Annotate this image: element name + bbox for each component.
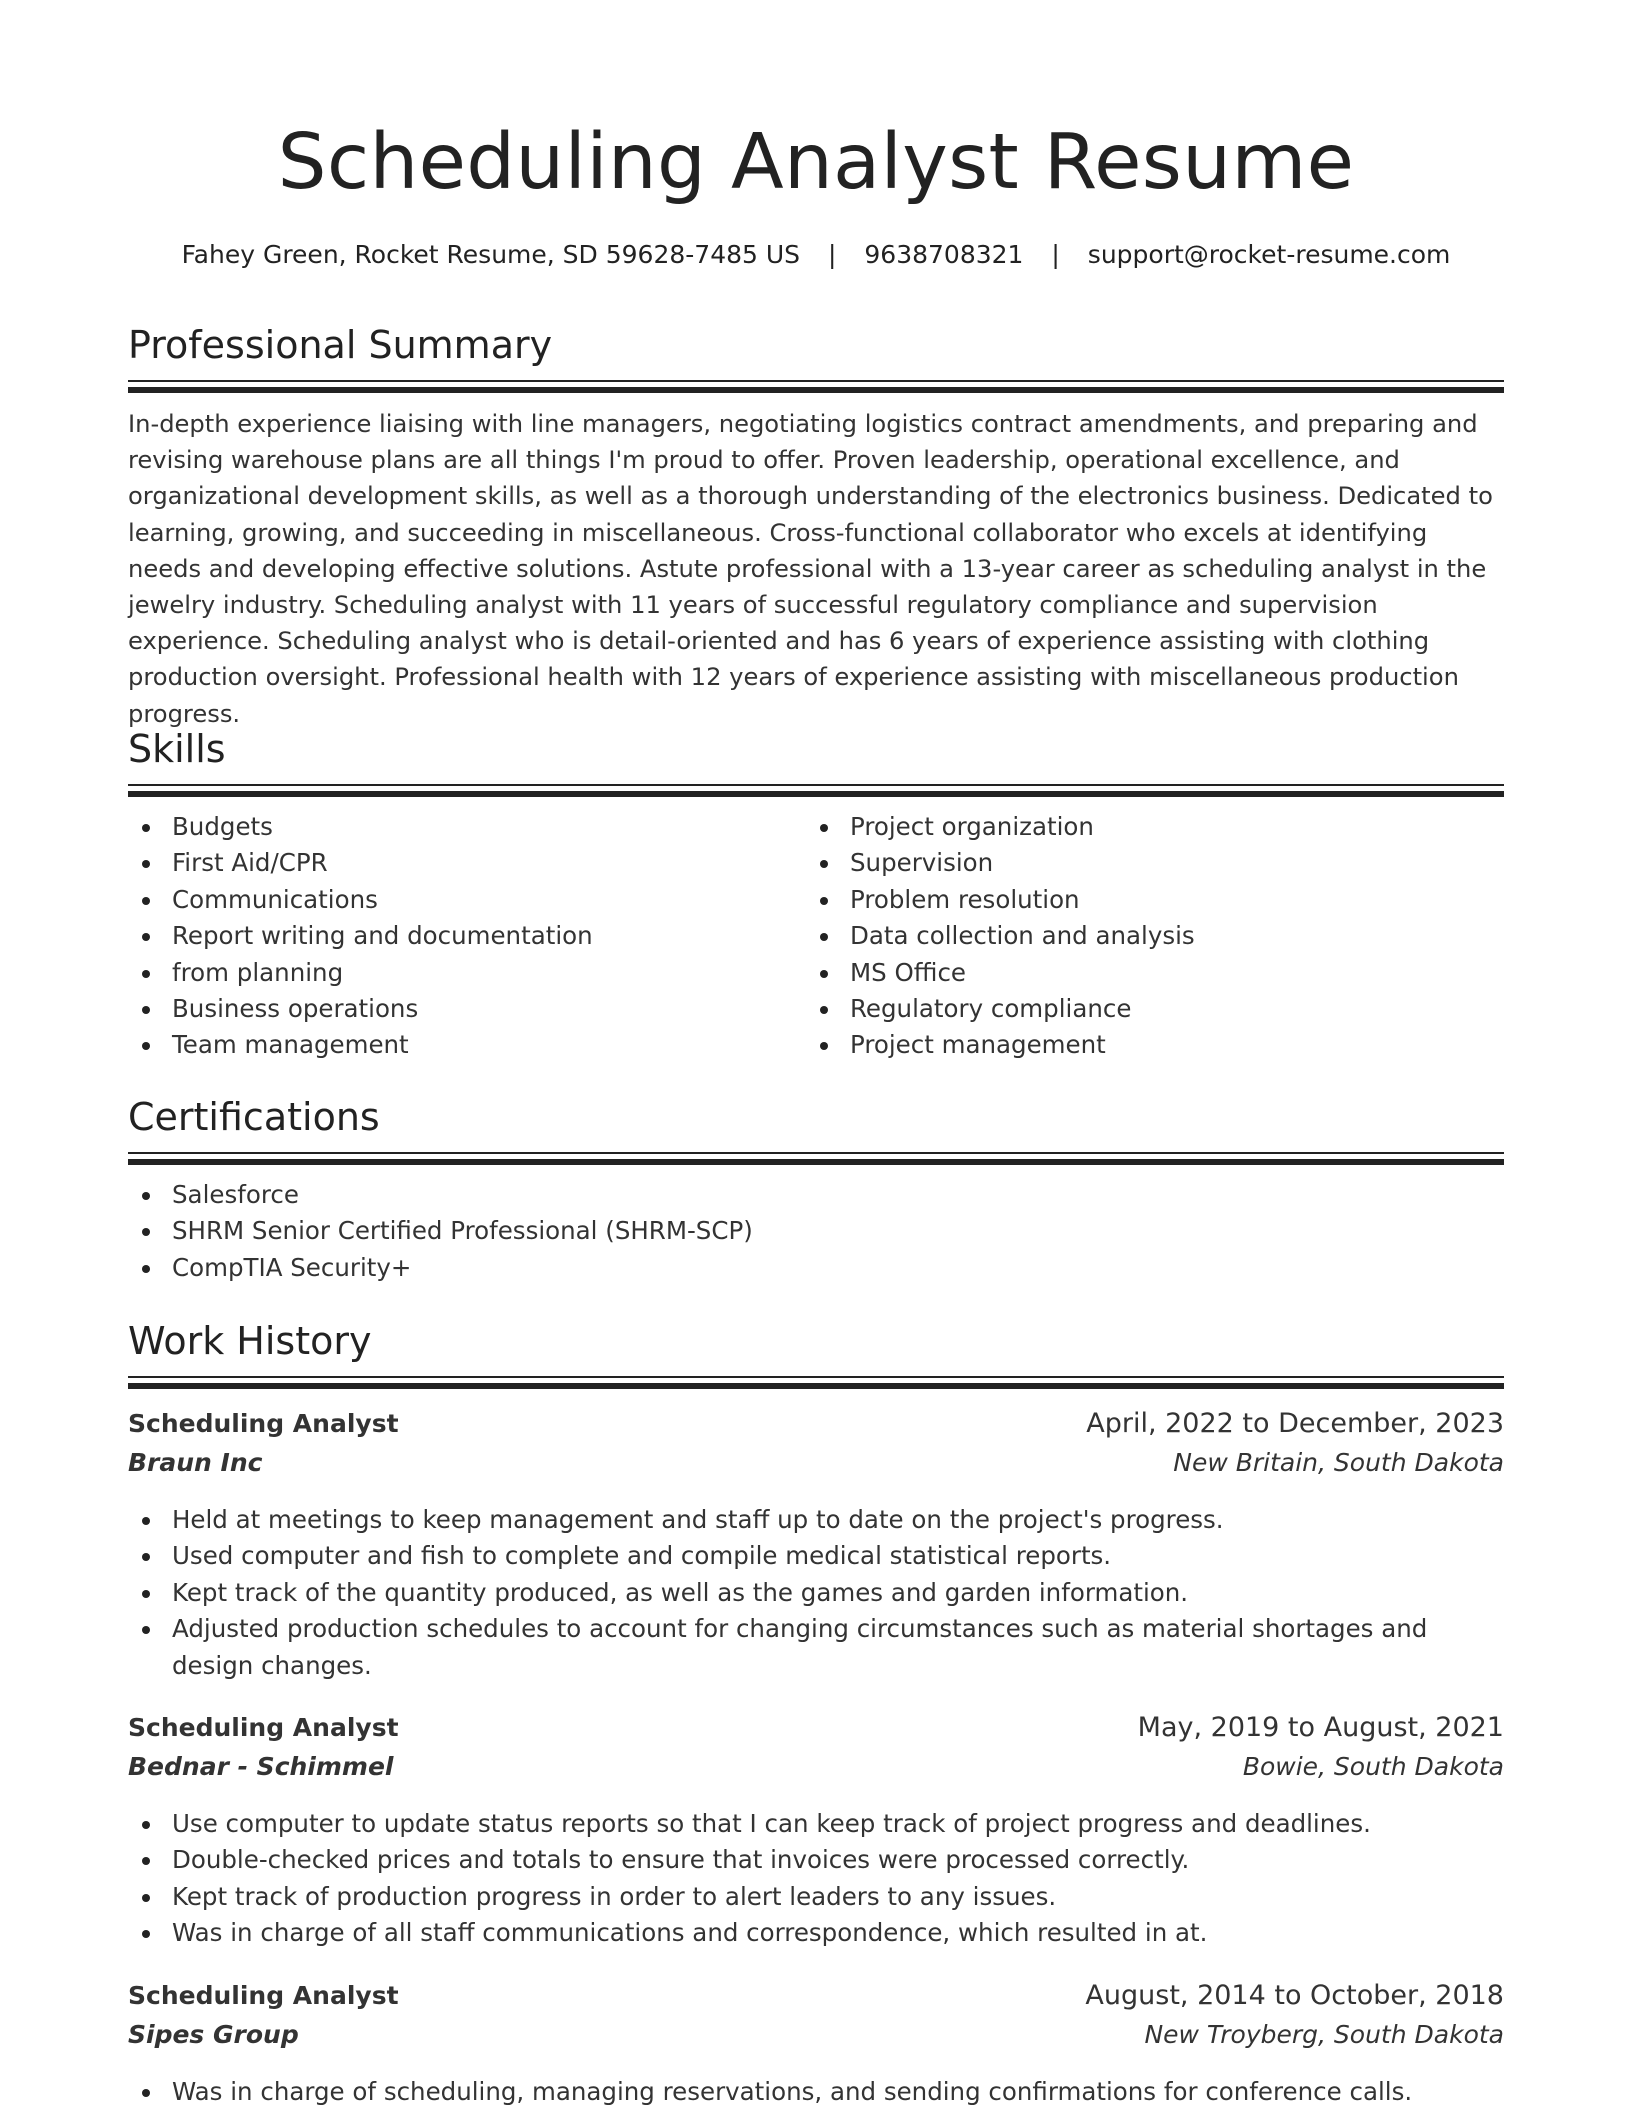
job-bullet: Was in charge of scheduling, managing reservations, and sending confirmations for conference calls. <box>128 2074 1504 2110</box>
job-dates: May, 2019 to August, 2021 <box>1137 1712 1504 1744</box>
contact-address: Fahey Green, Rocket Resume, SD 59628-7485 US <box>181 240 801 269</box>
skill-item: Business operations <box>128 991 806 1027</box>
job-bullet: Kept track of the quantity produced, as well as the games and garden information. <box>128 1575 1504 1611</box>
job-bullet: Was in charge of all staff communications and correspondence, which resulted in at. <box>128 1915 1504 1951</box>
skill-item: Regulatory compliance <box>806 991 1484 1027</box>
skills-list-right <box>806 809 1484 1064</box>
job-company: Braun Inc <box>128 1448 263 1477</box>
skill-item: Report writing and documentation <box>128 918 806 954</box>
job-bullets <box>128 2074 1504 2110</box>
job-bullets <box>128 1806 1504 1952</box>
section-heading-skills: Skills <box>128 727 226 771</box>
skills-columns <box>128 809 1504 1064</box>
job-entry <box>128 1980 1504 2110</box>
job-bullet: Adjusted production schedules to account for changing circumstances such as material shortages and design changes. <box>128 1611 1504 1684</box>
certification-item: SHRM Senior Certified Professional (SHRM-SCP) <box>128 1213 1504 1249</box>
work-history-section <box>128 1319 1504 2110</box>
job-bullets <box>128 1502 1504 1684</box>
section-divider <box>128 1152 1504 1166</box>
contact-phone: 9638708321 <box>864 240 1024 269</box>
contact-separator: | <box>828 240 837 269</box>
job-dates: April, 2022 to December, 2023 <box>1086 1408 1504 1439</box>
skills-section <box>128 727 1504 1064</box>
job-bullet: Double-checked prices and totals to ensure that invoices were processed correctly. <box>128 1842 1504 1878</box>
section-divider <box>128 1376 1504 1390</box>
skill-item: Project organization <box>806 809 1484 845</box>
section-heading-summary: Professional Summary <box>128 323 553 367</box>
job-company: Bednar - Schimmel <box>128 1752 394 1782</box>
job-entry <box>128 1408 1504 1684</box>
job-title: Scheduling Analyst <box>128 1980 399 2010</box>
skill-item: Data collection and analysis <box>806 918 1484 954</box>
job-bullet: Used computer and fish to complete and compile medical statistical reports. <box>128 1538 1504 1574</box>
job-location: Bowie, South Dakota <box>1242 1752 1504 1782</box>
job-location: New Troyberg, South Dakota <box>1144 2019 1504 2049</box>
job-bullet: Kept track of production progress in order to alert leaders to any issues. <box>128 1879 1504 1915</box>
summary-section <box>128 323 1504 732</box>
skill-item: Supervision <box>806 845 1484 881</box>
certification-item: CompTIA Security+ <box>128 1250 1504 1286</box>
skill-item: Project management <box>806 1027 1484 1063</box>
contact-line <box>0 240 1632 269</box>
skill-item: First Aid/CPR <box>128 845 806 881</box>
section-heading-certifications: Certifications <box>128 1095 380 1139</box>
skill-item: Budgets <box>128 809 806 845</box>
job-company: Sipes Group <box>128 2019 299 2049</box>
job-title: Scheduling Analyst <box>128 1713 399 1743</box>
job-title: Scheduling Analyst <box>128 1409 399 1438</box>
skill-item: Problem resolution <box>806 882 1484 918</box>
skill-item: MS Office <box>806 955 1484 991</box>
certifications-list <box>128 1177 1504 1286</box>
resume-title: Scheduling Analyst Resume <box>277 118 1355 207</box>
skill-item: Team management <box>128 1027 806 1063</box>
contact-separator: | <box>1051 240 1060 269</box>
certification-item: Salesforce <box>128 1177 1504 1213</box>
skill-item: Communications <box>128 882 806 918</box>
summary-text: In-depth experience liaising with line managers, negotiating logistics contract amendments, and preparing and revising warehouse plans are all things I'm proud to offer. Proven leadership, operational excellence, and organizational development skills, as well as a thorough understanding of the electronics business. Dedicated to learning, growing, and succeeding in miscellaneous. Cross-functional collaborator who excels at identifying needs and developing effective solutions. Astute professional with a 13-year career as scheduling analyst in the jewelry industry. Scheduling analyst with 11 years of successful regulatory compliance and supervision experience. Scheduling analyst who is detail-oriented and has 6 years of experience assisting with clothing production oversight. Professional health with 12 years of experience assisting with miscellaneous production progress. <box>128 410 1493 728</box>
section-divider <box>128 784 1504 798</box>
section-divider <box>128 380 1504 394</box>
job-entry <box>128 1712 1504 1952</box>
skill-item: from planning <box>128 955 806 991</box>
job-dates: August, 2014 to October, 2018 <box>1085 1979 1504 2011</box>
section-heading-work-history: Work History <box>128 1319 372 1363</box>
job-location: New Britain, South Dakota <box>1173 1448 1504 1477</box>
job-bullet: Use computer to update status reports so that I can keep track of project progress and deadlines. <box>128 1806 1504 1842</box>
certifications-section <box>128 1095 1504 1286</box>
skills-list-left <box>128 809 806 1064</box>
contact-email: support@rocket-resume.com <box>1087 240 1451 269</box>
job-bullet: Held at meetings to keep management and staff up to date on the project's progress. <box>128 1502 1504 1538</box>
